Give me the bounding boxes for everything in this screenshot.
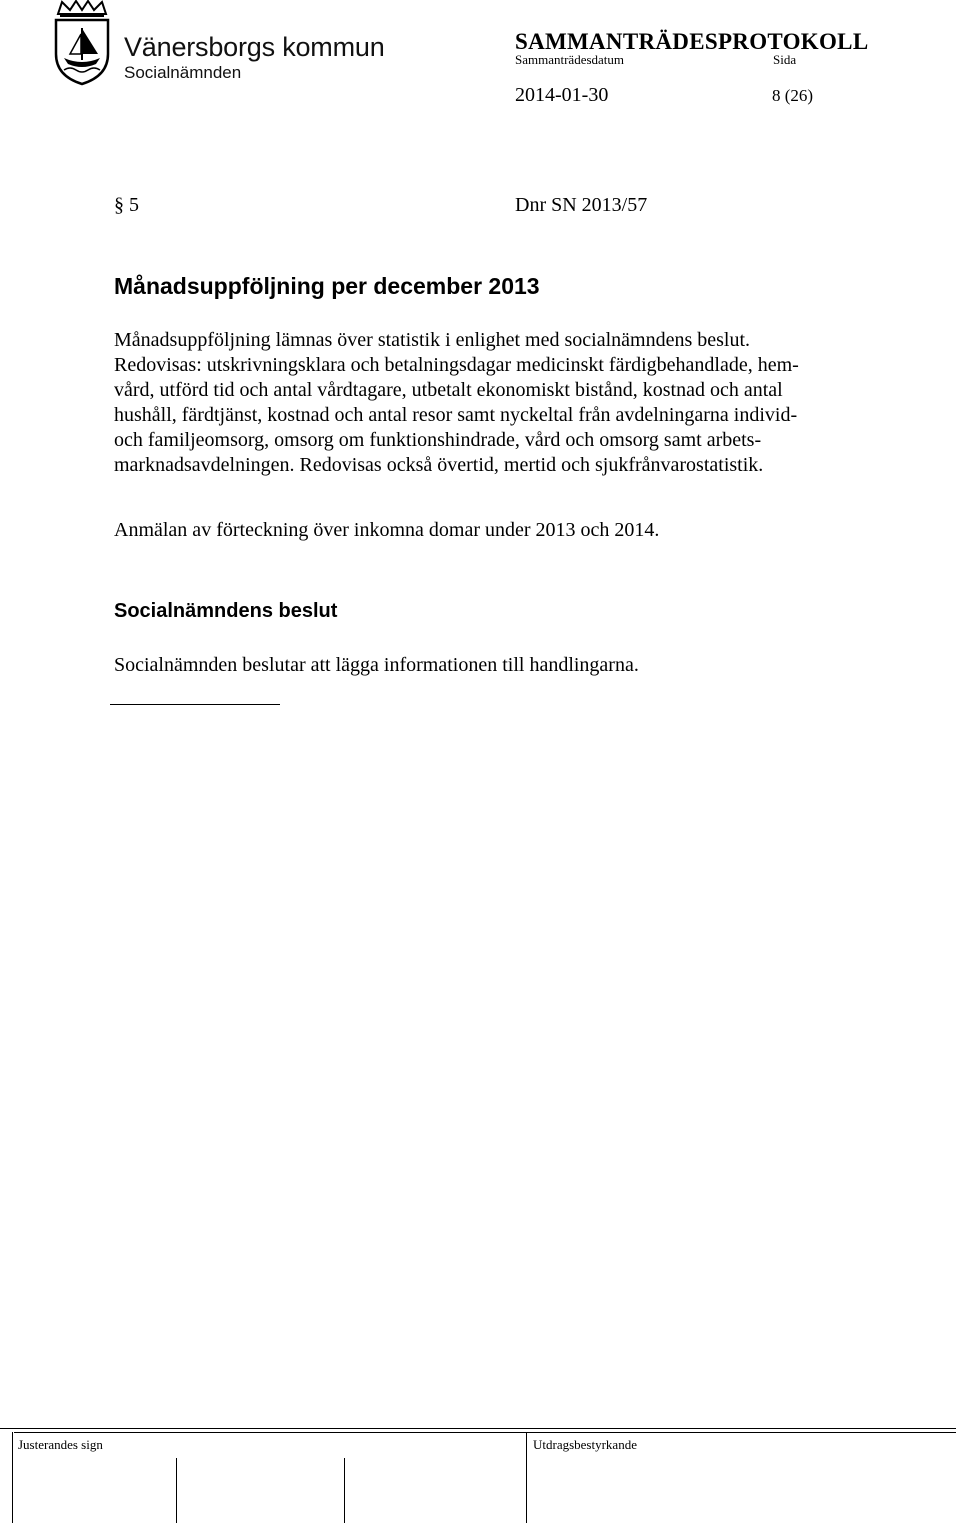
organization-name: Vänersborgs kommun bbox=[124, 32, 385, 62]
body-line: hushåll, färdtjänst, kostnad och antal resor samt nyckeltal från avdelningarna individ- bbox=[114, 404, 798, 426]
footer-inner-rule bbox=[14, 1432, 956, 1433]
utdragsbestyrkande-label: Utdragsbestyrkande bbox=[533, 1437, 637, 1452]
document-type: SAMMANTRÄDESPROTOKOLL bbox=[515, 29, 869, 54]
decision-heading: Socialnämndens beslut bbox=[114, 600, 338, 622]
body-paragraph: Anmälan av förteckning över inkomna domar under 2013 och 2014. bbox=[114, 519, 660, 541]
body-line: Redovisas: utskrivningsklara och betalningsdagar medicinskt färdigbehandlade, hem- bbox=[114, 354, 799, 376]
footer-top-rule bbox=[0, 1428, 956, 1429]
page-label: Sida bbox=[773, 52, 797, 67]
coat-of-arms-ship-icon bbox=[52, 0, 112, 86]
signature-box-divider bbox=[344, 1458, 345, 1523]
decision-text: Socialnämnden beslutar att lägga informationen till handlingarna. bbox=[114, 654, 639, 676]
signature-box-divider bbox=[176, 1458, 177, 1523]
body-line: och familjeomsorg, omsorg om funktionshindrade, vård och omsorg samt arbets- bbox=[114, 429, 762, 451]
diary-number: Dnr SN 2013/57 bbox=[515, 194, 648, 216]
meeting-date-label: Sammanträdesdatum bbox=[515, 52, 625, 67]
justerandes-sign-label: Justerandes sign bbox=[18, 1437, 103, 1452]
footer-divider bbox=[526, 1432, 527, 1523]
section-end-divider bbox=[110, 704, 280, 705]
section-title: Månadsuppföljning per december 2013 bbox=[114, 273, 540, 299]
body-line: marknadsavdelningen. Redovisas också övertid, mertid och sjukfrånvarostatistik. bbox=[114, 454, 764, 476]
body-paragraph: Månadsuppföljning lämnas över statistik i enlighet med socialnämndens beslut. bbox=[114, 329, 750, 351]
department-name: Socialnämnden bbox=[124, 63, 242, 82]
body-paragraph bbox=[114, 353, 834, 478]
paragraph-number: § 5 bbox=[114, 194, 139, 216]
page-number: 8 (26) bbox=[772, 86, 814, 105]
footer-divider bbox=[12, 1432, 13, 1523]
meeting-date: 2014-01-30 bbox=[515, 84, 609, 106]
body-line: vård, utförd tid och antal vårdtagare, utbetalt ekonomiskt bistånd, kostnad och antal bbox=[114, 379, 783, 401]
